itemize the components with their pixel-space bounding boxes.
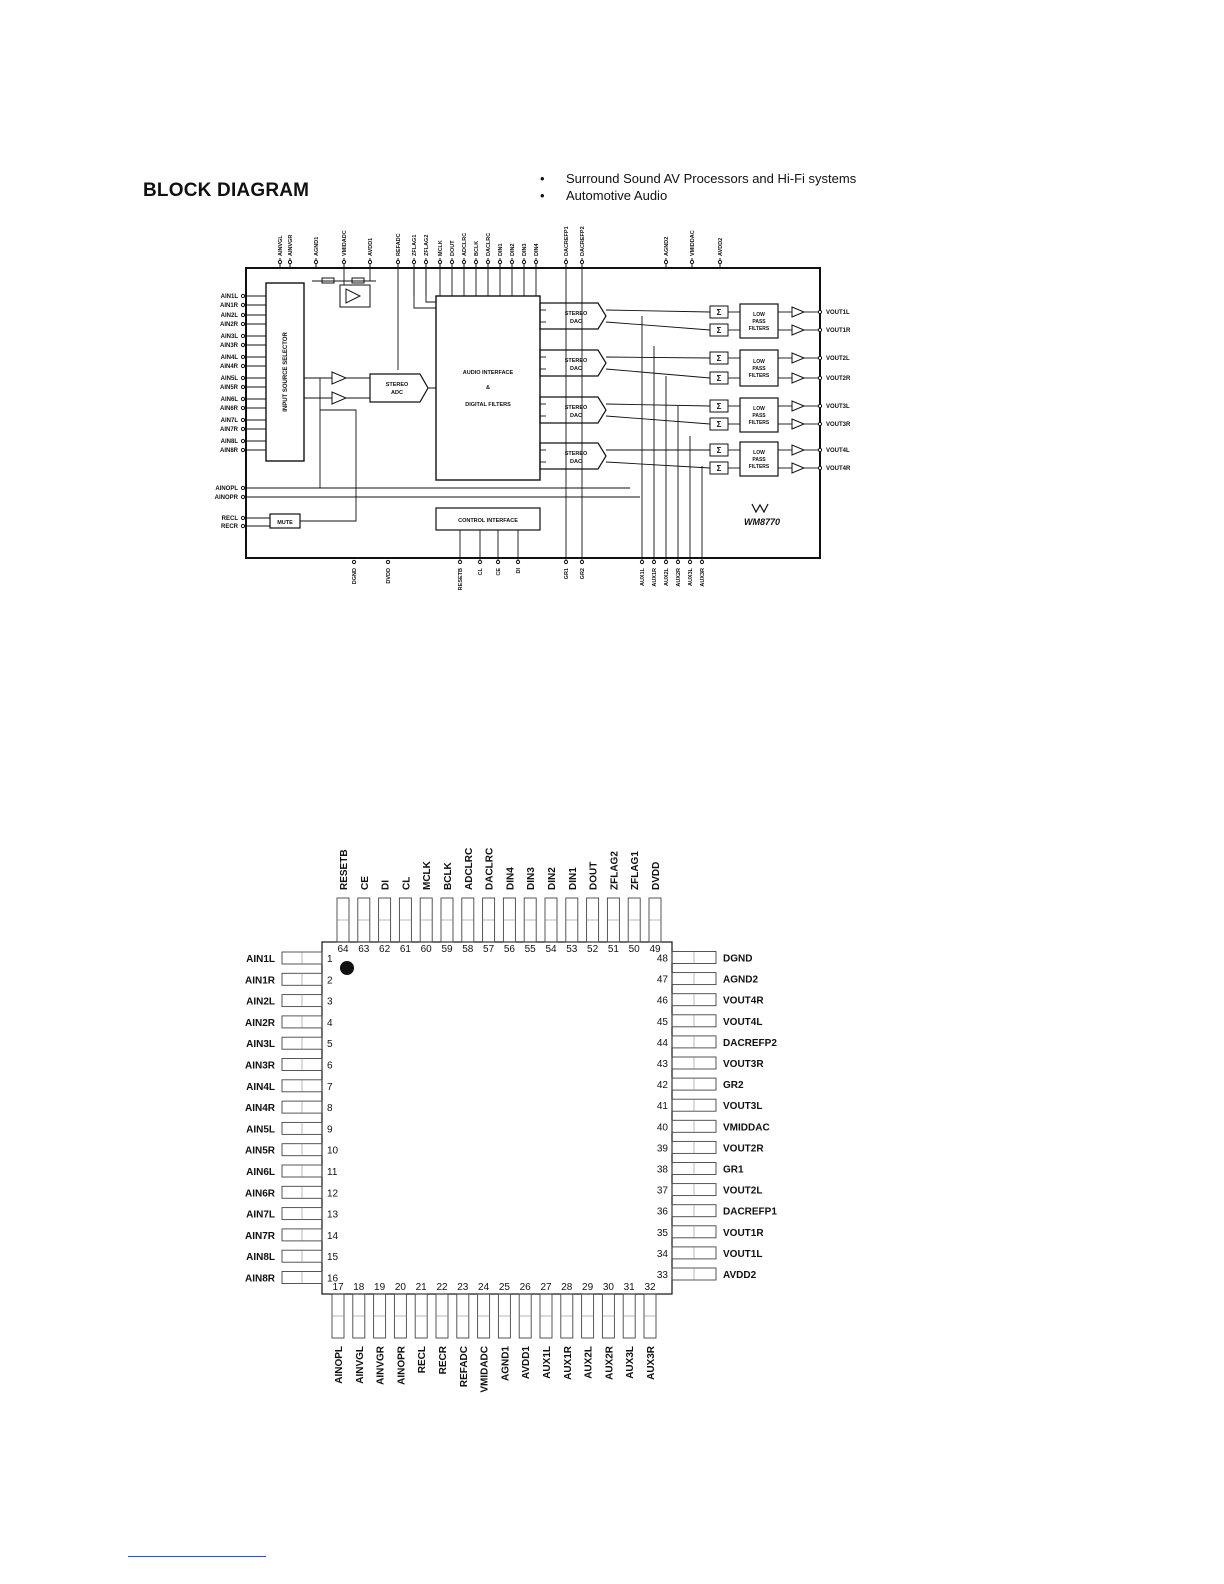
left-input-label: AIN5R (219, 385, 238, 391)
top-pin-label: DACLRC (486, 232, 492, 256)
right-pin-name: AVDD2 (723, 1270, 757, 1281)
right-pin-name: VOUT2R (723, 1143, 764, 1155)
stereo-dac-label-1: STEREO (564, 358, 588, 364)
top-pin-name: DIN3 (526, 867, 538, 890)
bottom-pin-number: 32 (644, 1282, 656, 1293)
right-pin-name: GR2 (723, 1080, 744, 1092)
top-pin-name: ADCLRC (463, 847, 475, 890)
left-pin-name: AIN5L (246, 1124, 275, 1136)
bottom-pin-number: 28 (561, 1282, 573, 1293)
bottom-pin-name: AUX2L (583, 1346, 595, 1379)
stereo-adc-label-1: STEREO (385, 382, 409, 388)
right-pin-number: 40 (656, 1122, 668, 1134)
top-pin-label: ADCLRC (462, 232, 468, 256)
right-pin-number: 42 (656, 1080, 668, 1092)
bottom-pin-number: 30 (602, 1282, 614, 1293)
top-pin-label: DIN4 (534, 243, 540, 256)
bottom-pin-number: 29 (582, 1282, 594, 1293)
top-pin-label: VMIDDAC (690, 230, 696, 256)
left-pin-number: 3 (327, 996, 333, 1008)
bottom-pin-label: AUX2L (664, 568, 670, 587)
right-pin-number: 45 (656, 1016, 668, 1028)
left-input-label: AIN3R (219, 343, 238, 349)
left-pin-name: AIN2L (246, 996, 275, 1008)
bottom-pin-name: AINVGL (354, 1346, 366, 1384)
right-pin-number: 41 (656, 1101, 668, 1113)
top-pin-label: DIN2 (510, 243, 516, 256)
stereo-dac-label-2: DAC (570, 319, 582, 325)
left-pin-number: 11 (327, 1167, 338, 1178)
bottom-pin-label: DI (516, 568, 522, 574)
audio-interface-label-2: & (486, 385, 490, 391)
top-pin-label: VMIDADC (342, 230, 348, 256)
application-item: • Surround Sound AV Processors and Hi-Fi systems (540, 170, 856, 187)
top-pin-number: 59 (441, 944, 453, 955)
bottom-pin-name: AUX3R (646, 1346, 657, 1380)
left-pin-name: AIN8L (246, 1252, 275, 1264)
left-pin-number: 16 (327, 1273, 339, 1285)
top-pin-name: ZFLAG1 (630, 851, 642, 890)
bottom-pin-name: AVDD1 (521, 1346, 533, 1380)
low-pass-filter-label: LOW (753, 450, 765, 456)
bottom-pin-label: AUX1R (652, 568, 658, 587)
bottom-pin-number: 22 (436, 1282, 448, 1293)
left-input-label: AIN2R (219, 322, 238, 328)
top-pin-label: DACREFP1 (564, 226, 570, 256)
left-pin-name: AIN8R (244, 1273, 275, 1285)
stereo-dac-label-1: STEREO (564, 451, 588, 457)
low-pass-filter-label: PASS (752, 457, 766, 463)
right-pin-name: VMIDDAC (723, 1122, 770, 1134)
bottom-pin-number: 25 (498, 1282, 510, 1293)
footer-rule (128, 1556, 266, 1557)
right-pin-name: AGND2 (723, 974, 759, 986)
bottom-pin-name: AUX3L (625, 1346, 637, 1379)
bottom-pin-name: AGND1 (500, 1346, 512, 1382)
bottom-pin-name: VMIDADC (479, 1346, 491, 1393)
low-pass-filter-label: FILTERS (748, 464, 770, 470)
stereo-dac-label-2: DAC (570, 459, 582, 465)
right-pin-name: VOUT3L (723, 1101, 763, 1113)
left-pin-number: 6 (327, 1060, 333, 1072)
top-pin-number: 60 (420, 944, 432, 955)
bottom-pin-number: 17 (332, 1282, 344, 1293)
top-pin-label: AGND2 (664, 236, 670, 256)
left-pin-number: 15 (327, 1252, 339, 1264)
bottom-pin-number: 31 (623, 1282, 635, 1293)
left-input-label: AIN2L (220, 313, 238, 319)
top-pin-label: AVDD2 (718, 237, 724, 256)
top-pin-number: 58 (462, 944, 474, 955)
low-pass-filter-label: PASS (752, 319, 766, 325)
top-pin-label: DIN1 (498, 243, 504, 256)
top-pin-label: MCLK (438, 240, 444, 256)
sum-symbol: Σ (716, 326, 722, 335)
right-pin-name: VOUT3R (723, 1059, 764, 1070)
bottom-pin-name: AINOPR (396, 1346, 408, 1385)
low-pass-filter-label: FILTERS (748, 326, 770, 332)
left-pin-number: 7 (327, 1081, 333, 1093)
left-pin-name: AIN3R (244, 1060, 275, 1072)
bottom-pin-name: AINOPL (334, 1346, 345, 1384)
left-output-label: AINOPL (215, 486, 238, 492)
top-pin-label: DACREFP2 (580, 226, 586, 256)
bottom-pin-label: AUX3R (700, 568, 706, 587)
top-pin-name: CE (359, 876, 371, 890)
bottom-pin-label: GR2 (580, 568, 586, 580)
sum-symbol: Σ (716, 374, 722, 383)
right-pin-name: DACREFP2 (723, 1037, 777, 1049)
left-input-label: AIN6L (220, 397, 238, 403)
right-pin-number: 46 (656, 995, 668, 1007)
top-pin-label: ZFLAG1 (412, 234, 418, 256)
left-pin-number: 14 (327, 1230, 339, 1242)
bottom-pin-name: AUX2R (604, 1346, 616, 1380)
right-pin-name: VOUT1L (723, 1248, 763, 1260)
left-pin-number: 8 (327, 1103, 333, 1115)
stereo-dac-label-1: STEREO (564, 311, 588, 317)
stereo-dac-label-1: STEREO (564, 405, 588, 411)
right-output-label: VOUT1L (826, 310, 850, 316)
bottom-pin-number: 20 (394, 1282, 406, 1293)
input-selector-label: INPUT SOURCE SELECTOR (283, 332, 289, 412)
top-pin-label: AGND1 (314, 236, 320, 256)
right-pin-name: VOUT2L (723, 1185, 763, 1197)
top-pin-number: 57 (483, 944, 495, 955)
sum-symbol: Σ (716, 354, 722, 363)
right-pin-number: 36 (656, 1206, 668, 1218)
bottom-pin-label: RESETB (458, 568, 464, 591)
left-input-label: AIN6R (219, 406, 238, 412)
left-output-label: RECL (221, 516, 238, 522)
top-pin-number: 55 (524, 944, 536, 955)
left-pin-number: 12 (327, 1188, 339, 1200)
top-pin-label: AVDD1 (368, 237, 374, 256)
bottom-pin-number: 21 (415, 1282, 427, 1293)
chip-name: WM8770 (743, 517, 781, 527)
right-output-label: VOUT2R (826, 376, 851, 382)
bottom-pin-name: RECL (417, 1346, 429, 1374)
application-item: • Automotive Audio (540, 187, 856, 204)
left-input-label: AIN1R (219, 303, 238, 309)
low-pass-filter-label: PASS (752, 413, 766, 419)
right-output-label: VOUT3R (826, 422, 851, 428)
right-output-label: VOUT4L (826, 448, 850, 454)
control-interface-label: CONTROL INTERFACE (458, 518, 518, 524)
stereo-dac-label-2: DAC (570, 366, 582, 372)
left-input-label: AIN8L (220, 439, 238, 445)
left-output-label: AINOPR (214, 495, 238, 501)
top-pin-number: 50 (628, 944, 640, 955)
pin1-marker-icon (340, 961, 354, 975)
left-pin-name: AIN2R (244, 1017, 275, 1029)
right-pin-number: 43 (656, 1059, 668, 1070)
left-input-label: AIN1L (220, 294, 238, 300)
low-pass-filter-label: FILTERS (748, 420, 770, 426)
left-input-label: AIN3L (220, 334, 238, 340)
left-pin-number: 13 (327, 1209, 339, 1221)
bottom-pin-number: 18 (353, 1282, 365, 1293)
top-pin-label: DOUT (450, 240, 456, 256)
bottom-pin-label: GR1 (564, 568, 570, 580)
chip-package-outline (322, 942, 672, 1294)
left-input-label: AIN5L (220, 376, 238, 382)
right-output-label: VOUT2L (826, 356, 850, 362)
top-pin-label: ZFLAG2 (424, 234, 430, 256)
bottom-pin-number: 23 (457, 1282, 469, 1293)
top-pin-name: DACLRC (484, 847, 496, 890)
low-pass-filter-label: FILTERS (748, 373, 770, 379)
right-pin-name: GR1 (723, 1164, 744, 1176)
top-pin-name: RESETB (339, 849, 350, 890)
top-pin-number: 54 (545, 944, 557, 955)
left-pin-number: 2 (327, 975, 333, 987)
top-pin-number: 61 (399, 944, 411, 955)
right-pin-number: 34 (656, 1248, 668, 1260)
sum-symbol: Σ (716, 446, 722, 455)
right-pin-name: VOUT4R (723, 995, 764, 1007)
left-pin-number: 4 (327, 1017, 333, 1029)
left-pin-number: 5 (327, 1039, 333, 1051)
left-pin-name: AIN5R (244, 1145, 275, 1157)
low-pass-filter-label: LOW (753, 359, 765, 365)
right-pin-number: 38 (656, 1164, 668, 1176)
right-pin-name: DACREFP1 (723, 1206, 777, 1218)
sum-symbol: Σ (716, 464, 722, 473)
right-output-label: VOUT3L (826, 404, 850, 410)
top-pin-number: 52 (587, 944, 599, 955)
top-pin-number: 63 (358, 944, 370, 955)
left-pin-number: 1 (327, 954, 333, 965)
right-pin-number: 39 (656, 1143, 668, 1155)
right-pin-number: 35 (656, 1227, 668, 1239)
bottom-pin-label: DVDD (386, 568, 392, 584)
sum-symbol: Σ (716, 402, 722, 411)
top-pin-number: 64 (337, 944, 349, 955)
bottom-pin-label: CL (478, 568, 484, 576)
right-output-label: VOUT1R (826, 328, 851, 334)
left-input-label: AIN4R (219, 364, 238, 370)
bottom-pin-label: DGND (352, 568, 358, 585)
sum-symbol: Σ (716, 420, 722, 429)
mute-label: MUTE (277, 520, 293, 526)
top-pin-name: DIN1 (567, 867, 579, 890)
top-pin-number: 53 (566, 944, 578, 955)
left-pin-name: AIN6R (244, 1188, 275, 1200)
left-input-label: AIN8R (219, 448, 238, 454)
bottom-pin-name: REFADC (458, 1346, 470, 1388)
low-pass-filter-label: LOW (753, 312, 765, 318)
top-pin-number: 49 (649, 944, 661, 955)
bottom-pin-name: AUX1R (562, 1346, 574, 1380)
left-output-label: RECR (220, 524, 238, 530)
top-pin-name: MCLK (422, 861, 434, 890)
bottom-pin-label: AUX1L (640, 568, 646, 587)
top-pin-label: BCLK (474, 240, 480, 256)
top-pin-name: DIN4 (505, 867, 517, 890)
top-pin-name: DVDD (651, 861, 662, 890)
top-pin-label: REFADC (396, 233, 402, 256)
left-pin-number: 10 (327, 1145, 339, 1157)
left-pin-name: AIN4R (244, 1103, 275, 1115)
right-pin-name: VOUT4L (723, 1016, 763, 1028)
block-diagram-title: BLOCK DIAGRAM (143, 180, 310, 201)
top-pin-name: BCLK (443, 862, 454, 890)
top-pin-number: 62 (379, 944, 391, 955)
left-pin-name: AIN6L (246, 1167, 275, 1178)
right-pin-number: 33 (656, 1270, 668, 1281)
left-pin-name: AIN1R (244, 975, 275, 987)
package-pins (245, 848, 777, 1393)
stereo-dac-label-2: DAC (570, 413, 582, 419)
bottom-pin-number: 19 (374, 1282, 386, 1293)
bottom-pin-label: CE (496, 568, 502, 576)
left-input-label: AIN7R (219, 427, 238, 433)
bottom-pin-name: AUX1L (542, 1346, 553, 1379)
left-pin-name: AIN7L (246, 1209, 275, 1221)
audio-interface-label-1: AUDIO INTERFACE (462, 370, 514, 376)
top-pin-name: ZFLAG2 (609, 851, 621, 890)
bottom-pin-number: 24 (478, 1282, 490, 1293)
left-pin-name: AIN3L (246, 1039, 275, 1051)
bottom-pin-number: 26 (519, 1282, 531, 1293)
right-output-label: VOUT4R (826, 466, 851, 472)
right-pin-number: 44 (656, 1037, 668, 1049)
bottom-pin-number: 27 (540, 1282, 552, 1293)
top-pin-name: DI (380, 880, 392, 890)
low-pass-filter-label: LOW (753, 406, 765, 412)
right-pin-name: VOUT1R (723, 1227, 764, 1239)
right-pin-number: 47 (656, 974, 668, 986)
left-pin-name: AIN4L (246, 1081, 275, 1093)
bottom-pin-name: RECR (438, 1346, 449, 1375)
top-pin-name: DOUT (588, 861, 600, 890)
bottom-pin-label: AUX2R (676, 568, 682, 587)
left-pin-name: AIN1L (246, 954, 275, 965)
right-pin-number: 37 (656, 1185, 668, 1197)
audio-interface-label-3: DIGITAL FILTERS (465, 402, 511, 408)
bottom-pin-name: AINVGR (375, 1346, 387, 1385)
left-input-label: AIN4L (220, 355, 238, 361)
low-pass-filter-label: PASS (752, 366, 766, 372)
top-pin-number: 56 (503, 944, 515, 955)
top-pin-number: 51 (607, 944, 619, 955)
bottom-pin-label: AUX3L (688, 568, 694, 587)
right-pin-name: DGND (723, 953, 753, 965)
stereo-adc-label-2: ADC (391, 390, 403, 396)
left-pin-name: AIN7R (244, 1230, 275, 1242)
top-pin-label: AINVGL (278, 235, 284, 256)
top-pin-label: AINVGR (288, 234, 294, 256)
sum-symbol: Σ (716, 308, 722, 317)
left-input-label: AIN7L (220, 418, 238, 424)
top-pin-name: CL (401, 876, 413, 890)
top-pin-label: DIN3 (522, 243, 528, 256)
left-pin-number: 9 (327, 1124, 333, 1136)
top-pin-name: DIN2 (547, 867, 558, 890)
right-pin-number: 48 (656, 953, 668, 965)
